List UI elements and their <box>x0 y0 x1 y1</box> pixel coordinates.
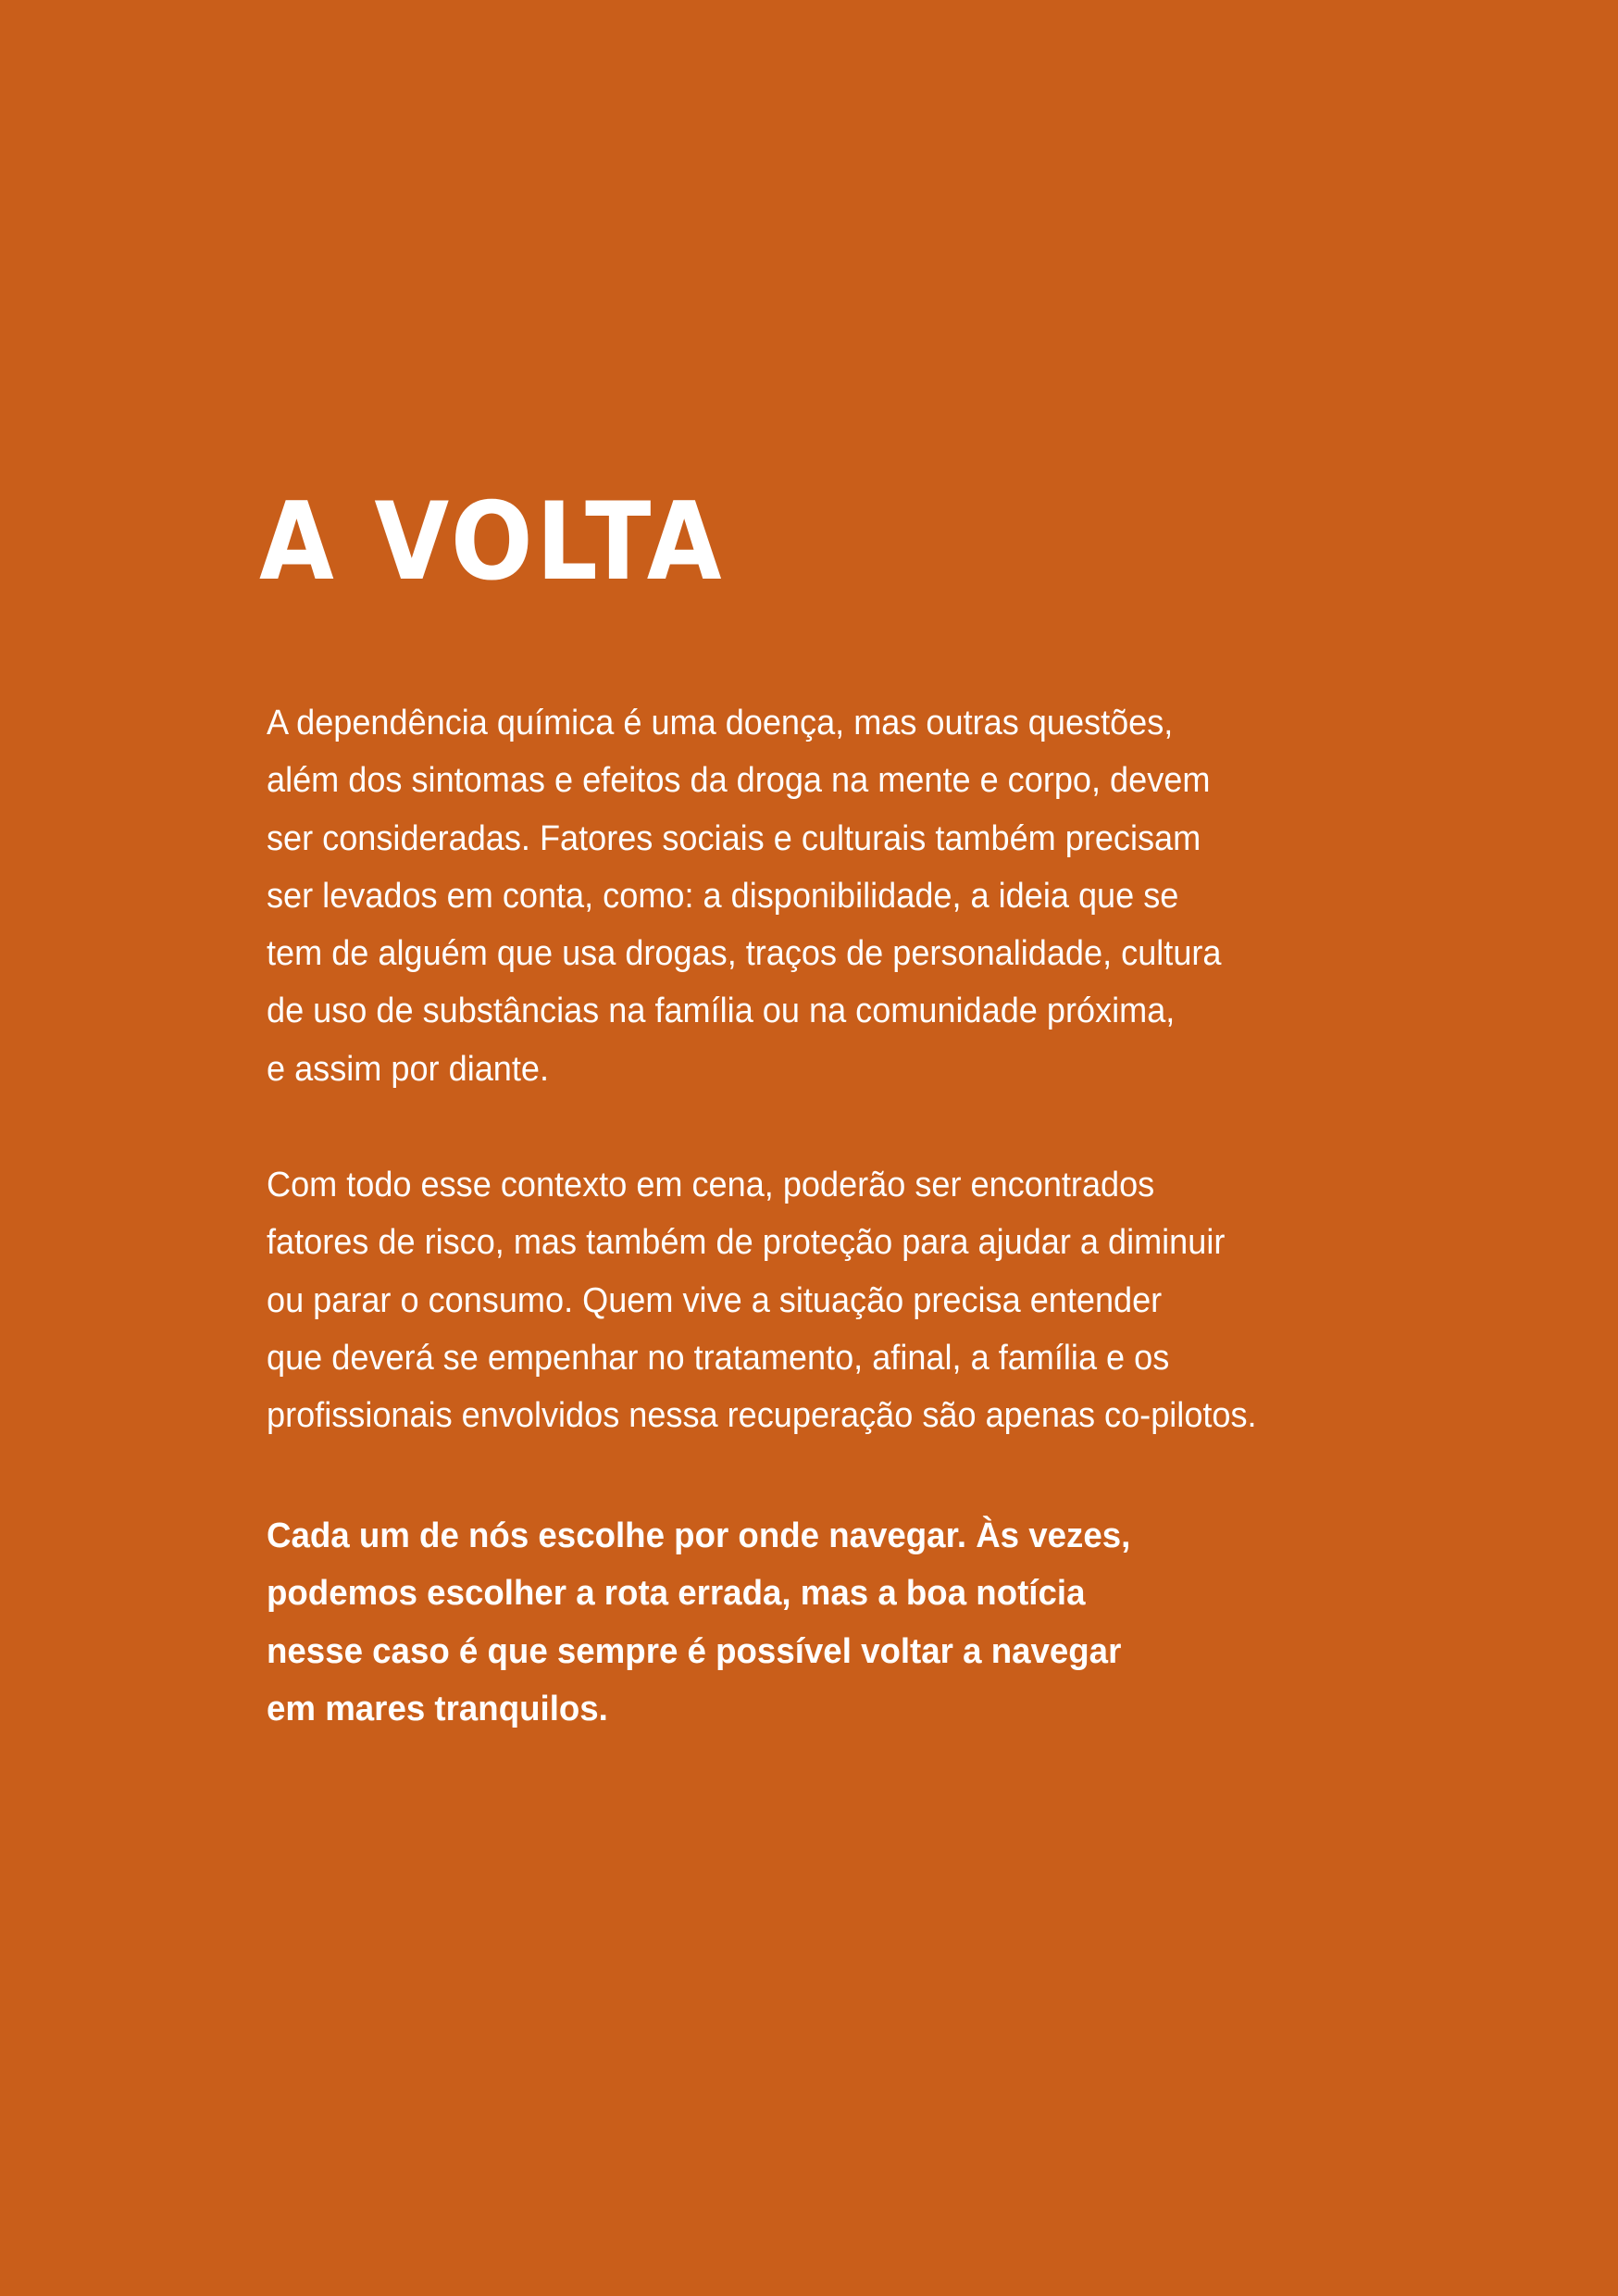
paragraph-line: tem de alguém que usa drogas, traços de personalidade, cultura <box>267 934 1222 974</box>
paragraph-line: em mares tranquilos. <box>267 1689 608 1728</box>
paragraph-line: de uso de substâncias na família ou na comunidade próxima, <box>267 992 1176 1031</box>
paragraph-line: ou parar o consumo. Quem vive a situação precisa entender <box>267 1280 1163 1320</box>
paragraph-line: Com todo esse contexto em cena, poderão ser encontrados <box>267 1166 1155 1204</box>
paragraph-line: nesse caso é que sempre é possível voltar a navegar <box>267 1631 1122 1671</box>
paragraph-line: fatores de risco, mas também de proteção para ajudar a diminuir <box>267 1223 1226 1263</box>
paragraph-line: ser levados em conta, como: a disponibilidade, a ideia que se <box>267 876 1179 916</box>
paragraph-context <box>267 1156 1470 1444</box>
paragraph-line: A dependência química é uma doença, mas outras questões, <box>267 704 1174 742</box>
paragraph-line: ser consideradas. Fatores sociais e culturais também precisam <box>267 818 1201 858</box>
paragraph-closing-highlight <box>267 1507 1470 1738</box>
paragraph-line: podemos escolher a rota errada, mas a boa notícia <box>267 1574 1086 1614</box>
paragraph-line: que deverá se empenhar no tratamento, afinal, a família e os <box>267 1338 1170 1378</box>
paragraph-line: profissionais envolvidos nessa recuperação são apenas co-pilotos. <box>267 1396 1257 1436</box>
paragraph-line: e assim por diante. <box>267 1049 550 1089</box>
paragraph-line: Cada um de nós escolhe por onde navegar. Às vezes, <box>267 1516 1131 1555</box>
page-title: A VOLTA <box>259 480 726 605</box>
paragraph-intro <box>267 694 1470 1098</box>
paragraph-line: além dos sintomas e efeitos da droga na mente e corpo, devem <box>267 761 1211 801</box>
